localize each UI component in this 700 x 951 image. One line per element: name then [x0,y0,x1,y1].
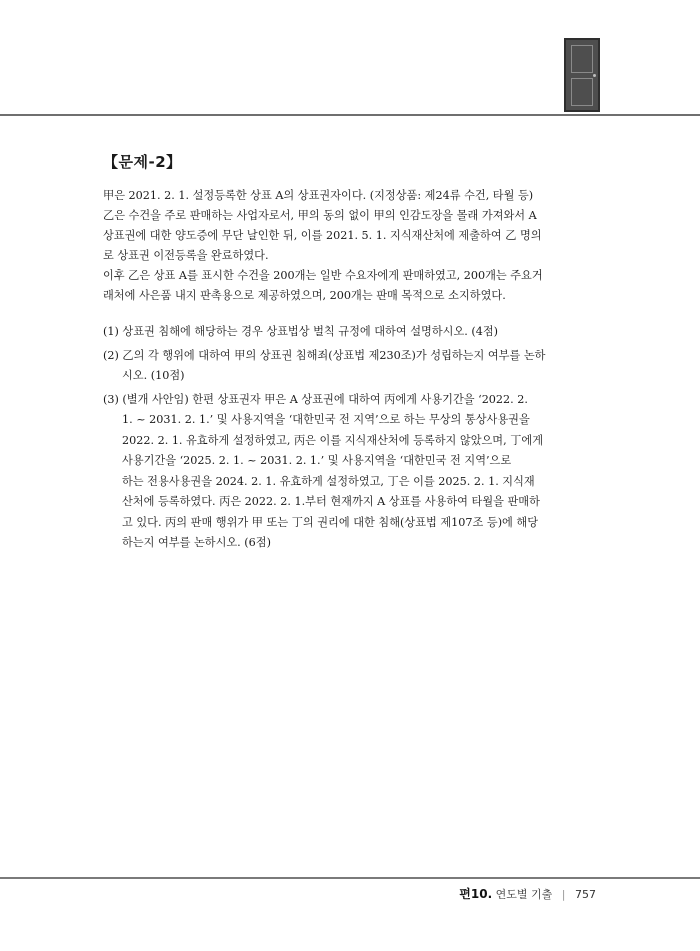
question-line: (1) 상표권 침해에 해당하는 경우 상표법상 벌칙 규정에 대하여 설명하시오. (4점) [103,325,499,338]
statement-line: 로 상표권 이전등록을 완료하였다. [103,249,269,262]
statement-line: 이후 乙은 상표 A를 표시한 수건을 200개는 일반 수요자에게 판매하였고, 200개는 주요거 [103,269,543,282]
page-footer [459,885,596,902]
statement-line: 래처에 사은품 내지 판촉용으로 제공하였으며, 200개는 판매 목적으로 소지하였다. [103,289,506,302]
question-line: 2022. 2. 1. 유효하게 설정하였고, 丙은 이를 지식재산처에 등록하지 않았으며, 丁에게 [122,433,544,447]
door-icon [564,38,600,112]
statement-line: 甲은 2021. 2. 1. 설정등록한 상표 A의 상표권자이다. (지정상품: 제24류 수건, 타월 등) [103,189,534,202]
question-line: 하는 전용사용권을 2024. 2. 1. 유효하게 설정하였고, 丁은 이를 2025. 2. 1. 지식재 [122,474,535,488]
section-title: 연도별 기출 [495,888,553,901]
footer-divider [0,877,700,879]
question-line: (2) 乙의 각 행위에 대하여 甲의 상표권 침해죄(상표법 제230조)가 성립하는지 여부를 논하 [103,348,546,362]
question-line: (3) (별개 사안임) 한편 상표권자 甲은 A 상표권에 대하여 丙에게 사용기간을 ‘2022. 2. [103,392,528,406]
statement-line: 상표권에 대한 양도증에 무단 날인한 뒤, 이를 2021. 5. 1. 지식재산처에 제출하여 乙 명의 [103,229,542,242]
header-divider [0,114,700,116]
page-number: 757 [575,888,596,901]
statement-line: 乙은 수건을 주로 판매하는 사업자로서, 甲의 동의 없이 甲의 인감도장을 몰래 가져와서 A [103,209,537,222]
question-list [103,322,603,557]
door-panel-upper [571,45,593,73]
question-3 [103,390,603,554]
question-line: 시오. (10점) [122,369,185,382]
question-2 [103,346,603,387]
door-knob [593,74,596,77]
question-line: 사용기간을 ‘2025. 2. 1. ~ 2031. 2. 1.’ 및 사용지역을 ‘대한민국 전 지역’으로 [122,454,512,467]
problem-heading: 【문제-2】 [103,153,182,171]
question-line: 고 있다. 丙의 판매 행위가 甲 또는 丁의 권리에 대한 침해(상표법 제107조 등)에 해당 [122,515,539,529]
problem-statement [103,186,603,306]
question-line: 산처에 등록하였다. 丙은 2022. 2. 1.부터 현재까지 A 상표를 사용하여 타월을 판매하 [122,495,540,508]
question-line: 1. ~ 2031. 2. 1.’ 및 사용지역을 ‘대한민국 전 지역’으로 하는 무상의 통상사용권을 [122,413,530,426]
door-panel-lower [571,78,593,106]
question-1 [103,322,603,343]
footer-separator: | [561,888,566,901]
section-label: 편10. [459,887,493,901]
question-line: 하는지 여부를 논하시오. (6점) [122,536,271,549]
